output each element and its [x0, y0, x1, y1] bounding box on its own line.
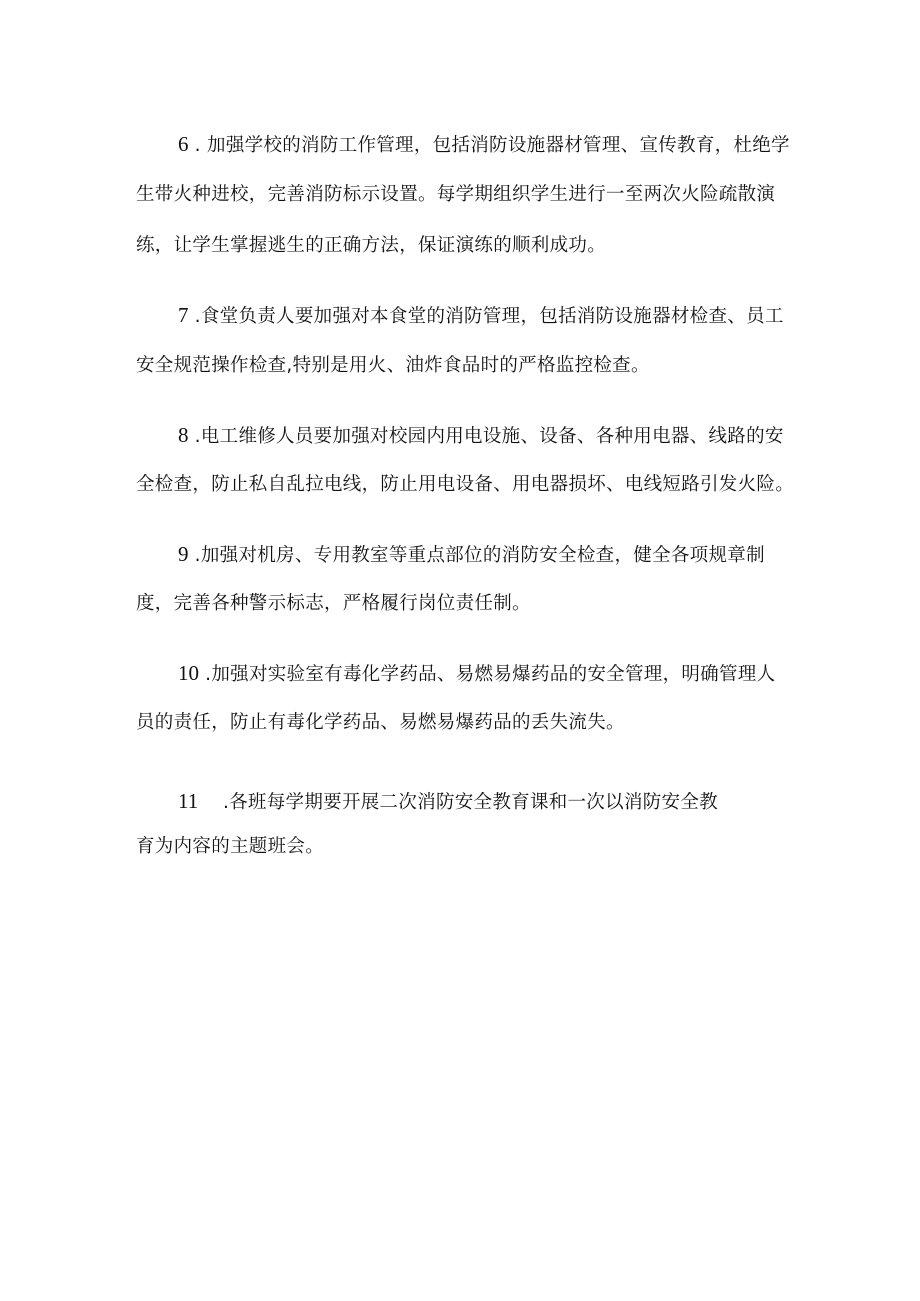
item-9-line-1 [178, 541, 765, 569]
item-7-text-1: .食堂负责人要加强对本食堂的消防管理，包括消防设施器材检查、员工 [188, 306, 784, 327]
item-9-text-1: .加强对机房、专用教室等重点部位的消防安全检查，健全各项规章制 [188, 545, 765, 566]
item-8-line-2: 全检查，防止私自乱拉电线，防止用电设备、用电器损坏、电线短路引发火险。 [136, 474, 795, 495]
item-11-line-2: 育为内容的主题班会。 [136, 836, 325, 857]
item-9-line-2: 度，完善各种警示标志，严格履行岗位责任制。 [136, 593, 531, 614]
item-7-line-1 [178, 302, 784, 330]
item-9-number: 9 [178, 542, 189, 566]
item-6-line-2: 生带火种进校，完善消防标示设置。每学期组织学生进行一至两次火险疏散演 [136, 184, 776, 205]
item-6-text-1: . 加强学校的消防工作管理，包括消防设施器材管理、宣传教育，杜绝学 [188, 135, 790, 156]
item-11-number: 11 [178, 789, 199, 813]
item-8-text-1: .电工维修人员要加强对校园内用电设施、设备、各种用电器、线路的安 [188, 426, 784, 447]
item-11-line-1 [178, 788, 718, 816]
item-7-number: 7 [178, 303, 189, 327]
item-10-number: 10 [178, 661, 199, 685]
item-8-line-1 [178, 422, 784, 450]
item-6-number: 6 [178, 132, 189, 156]
item-10-line-1 [178, 660, 775, 688]
item-11-text-1: .各班每学期要开展二次消防安全教育课和一次以消防安全教 [198, 792, 718, 813]
item-8-number: 8 [178, 423, 189, 447]
item-6-line-3: 练，让学生掌握逃生的正确方法，保证演练的顺利成功。 [136, 235, 607, 256]
item-7-line-2: 安全规范操作检查,特别是用火、油炸食品时的严格监控检查。 [136, 355, 650, 376]
item-6-line-1 [178, 131, 790, 159]
item-10-line-2: 员的责任，防止有毒化学药品、易燃易爆药品的丢失流失。 [136, 712, 625, 733]
item-10-text-1: .加强对实验室有毒化学药品、易燃易爆药品的安全管理，明确管理人 [199, 664, 776, 685]
